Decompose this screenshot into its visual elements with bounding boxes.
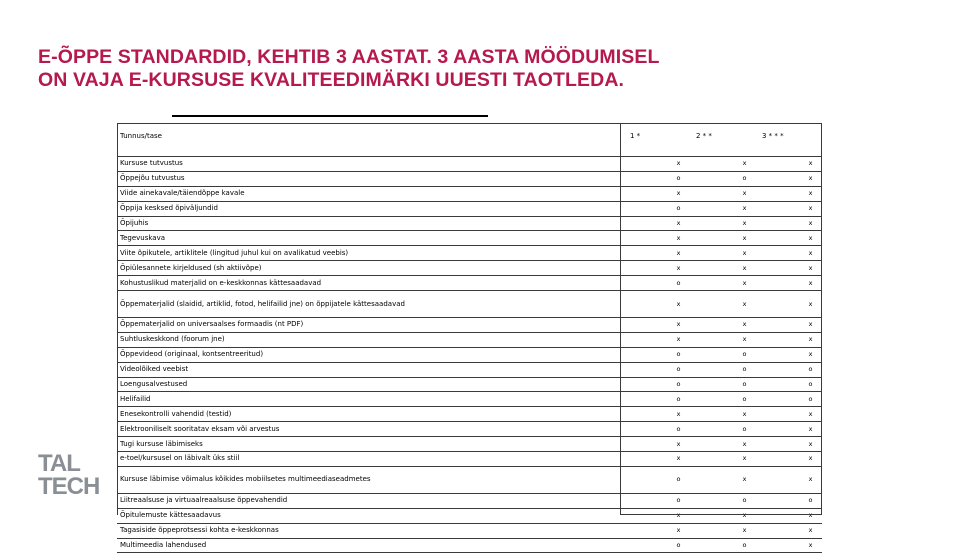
row-value-level-3: x: [756, 452, 822, 467]
row-value-level-1: o: [624, 392, 690, 407]
row-label: Helifailid: [117, 392, 624, 407]
table-row: [117, 347, 822, 362]
row-label: Õppevideod (originaal, kontsentreeritud): [117, 347, 624, 362]
row-label: Tegevuskava: [117, 231, 624, 246]
row-value-level-3: x: [756, 437, 822, 452]
row-value-level-3: o: [756, 392, 822, 407]
row-label: Enesekontrolli vahendid (testid): [117, 407, 624, 422]
row-value-level-3: o: [756, 362, 822, 377]
row-value-level-1: x: [624, 437, 690, 452]
row-label: Kursuse tutvustus: [117, 157, 624, 172]
row-value-level-3: x: [756, 508, 822, 523]
row-value-level-2: x: [690, 466, 756, 493]
row-value-level-3: x: [756, 523, 822, 538]
row-value-level-1: x: [624, 246, 690, 261]
taltech-logo: [38, 452, 99, 498]
row-value-level-1: x: [624, 332, 690, 347]
table-row: [117, 392, 822, 407]
table-row: [117, 508, 822, 523]
row-label: Õppematerjalid on universaalses formaadis (nt PDF): [117, 318, 624, 333]
row-value-level-2: o: [690, 347, 756, 362]
row-label: Viide ainekavale/täiendõppe kavale: [117, 186, 624, 201]
row-value-level-3: x: [756, 231, 822, 246]
table-row: [117, 523, 822, 538]
table-row: [117, 538, 822, 553]
row-value-level-1: x: [624, 216, 690, 231]
row-label: Kohustuslikud materjalid on e-keskkonnas kättesaadavad: [117, 276, 624, 291]
row-value-level-1: x: [624, 508, 690, 523]
row-value-level-2: x: [690, 246, 756, 261]
row-value-level-1: o: [624, 171, 690, 186]
row-value-level-1: o: [624, 347, 690, 362]
row-label: Multimeedia lahendused: [117, 538, 624, 553]
row-value-level-1: x: [624, 452, 690, 467]
row-value-level-1: o: [624, 201, 690, 216]
row-value-level-1: o: [624, 538, 690, 553]
logo-line-1: TAL: [38, 450, 80, 477]
row-value-level-1: x: [624, 157, 690, 172]
table-row: [117, 422, 822, 437]
row-label: Tagasiside õppeprotsessi kohta e-keskkonnas: [117, 523, 624, 538]
row-value-level-1: o: [624, 377, 690, 392]
table-header-row: [117, 123, 822, 157]
row-label: Õpitulemuste kättesaadavus: [117, 508, 624, 523]
row-value-level-1: o: [624, 466, 690, 493]
row-value-level-1: o: [624, 276, 690, 291]
row-value-level-3: x: [756, 466, 822, 493]
row-value-level-2: o: [690, 422, 756, 437]
table-row: [117, 186, 822, 201]
row-value-level-3: x: [756, 422, 822, 437]
table-row: [117, 452, 822, 467]
row-label: Videolõiked veebist: [117, 362, 624, 377]
row-value-level-3: x: [756, 246, 822, 261]
row-value-level-2: o: [690, 493, 756, 508]
row-label: Loengusalvestused: [117, 377, 624, 392]
table-row: [117, 201, 822, 216]
row-value-level-2: x: [690, 523, 756, 538]
row-value-level-2: x: [690, 276, 756, 291]
row-value-level-2: x: [690, 437, 756, 452]
table-top-border: [117, 123, 822, 124]
row-label: Õppematerjalid (slaidid, artiklid, fotod, helifailid jne) on õppijatele kättesaadavad: [117, 291, 624, 318]
row-value-level-3: x: [756, 407, 822, 422]
row-value-level-1: x: [624, 291, 690, 318]
row-value-level-3: x: [756, 318, 822, 333]
table-left-border: [117, 123, 118, 515]
row-value-level-2: x: [690, 508, 756, 523]
row-label: Õpiülesannete kirjeldused (sh aktiivõpe): [117, 261, 624, 276]
row-value-level-2: o: [690, 171, 756, 186]
row-value-level-2: x: [690, 452, 756, 467]
table-row: [117, 437, 822, 452]
row-value-level-2: o: [690, 538, 756, 553]
row-value-level-2: o: [690, 392, 756, 407]
row-value-level-2: x: [690, 332, 756, 347]
table-row: [117, 291, 822, 318]
row-value-level-3: x: [756, 157, 822, 172]
row-value-level-3: o: [756, 377, 822, 392]
title-line-2: ON VAJA E-KURSUSE KVALITEEDIMÄRKI UUESTI TAOTLEDA.: [38, 69, 625, 91]
row-value-level-2: x: [690, 157, 756, 172]
row-value-level-3: o: [756, 493, 822, 508]
title-line-1: E-ÕPPE STANDARDID, KEHTIB 3 AASTAT. 3 AASTA MÖÖDUMISEL: [38, 46, 660, 68]
header-level-2: 2 * *: [690, 123, 756, 157]
row-label: Suhtluskeskkond (foorum jne): [117, 332, 624, 347]
row-value-level-1: o: [624, 422, 690, 437]
table-row: [117, 377, 822, 392]
table-row: [117, 362, 822, 377]
table-row: [117, 407, 822, 422]
row-value-level-2: o: [690, 362, 756, 377]
title-underline: [172, 115, 488, 117]
header-level-3: 3 * * *: [756, 123, 822, 157]
row-value-level-3: x: [756, 291, 822, 318]
row-value-level-1: x: [624, 231, 690, 246]
page-title: [38, 46, 918, 92]
row-label: Õppija kesksed õpiväljundid: [117, 201, 624, 216]
table-row: [117, 261, 822, 276]
standards-table: [117, 123, 822, 553]
row-value-level-2: x: [690, 261, 756, 276]
row-value-level-2: x: [690, 407, 756, 422]
row-label: Õppejõu tutvustus: [117, 171, 624, 186]
row-value-level-2: x: [690, 201, 756, 216]
row-label: Viite õpikutele, artiklitele (lingitud juhul kui on avalikatud veebis): [117, 246, 624, 261]
table-row: [117, 171, 822, 186]
row-value-level-2: x: [690, 231, 756, 246]
table-row: [117, 493, 822, 508]
table-row: [117, 216, 822, 231]
header-feature: Tunnus/tase: [117, 123, 624, 157]
row-value-level-2: x: [690, 216, 756, 231]
row-value-level-1: x: [624, 318, 690, 333]
row-value-level-3: x: [756, 186, 822, 201]
row-label: Kursuse läbimise võimalus kõikides mobiilsetes multimeediaseadmetes: [117, 466, 624, 493]
table-row: [117, 157, 822, 172]
row-value-level-1: x: [624, 186, 690, 201]
row-label: Liitreaalsuse ja virtuaalreaalsuse õppevahendid: [117, 493, 624, 508]
row-value-level-1: o: [624, 362, 690, 377]
table-row: [117, 466, 822, 493]
table-row: [117, 332, 822, 347]
row-value-level-1: x: [624, 407, 690, 422]
row-label: Õpijuhis: [117, 216, 624, 231]
row-label: Elektrooniliselt sooritatav eksam või arvestus: [117, 422, 624, 437]
row-value-level-3: x: [756, 216, 822, 231]
row-value-level-2: x: [690, 318, 756, 333]
row-value-level-3: x: [756, 347, 822, 362]
row-label: e-toel/kursusel on läbivalt üks stiil: [117, 452, 624, 467]
row-value-level-3: x: [756, 276, 822, 291]
row-value-level-2: x: [690, 291, 756, 318]
table-row: [117, 276, 822, 291]
row-label: Tugi kursuse läbimiseks: [117, 437, 624, 452]
logo-line-2: TECH: [38, 473, 100, 500]
table-row: [117, 246, 822, 261]
row-value-level-3: x: [756, 201, 822, 216]
row-value-level-3: x: [756, 261, 822, 276]
header-level-1: 1 *: [624, 123, 690, 157]
row-value-level-3: x: [756, 332, 822, 347]
table-row: [117, 318, 822, 333]
row-value-level-1: x: [624, 261, 690, 276]
row-value-level-2: o: [690, 377, 756, 392]
row-value-level-1: x: [624, 523, 690, 538]
row-value-level-3: x: [756, 171, 822, 186]
row-value-level-3: x: [756, 538, 822, 553]
row-value-level-1: o: [624, 493, 690, 508]
table-row: [117, 231, 822, 246]
row-value-level-2: x: [690, 186, 756, 201]
